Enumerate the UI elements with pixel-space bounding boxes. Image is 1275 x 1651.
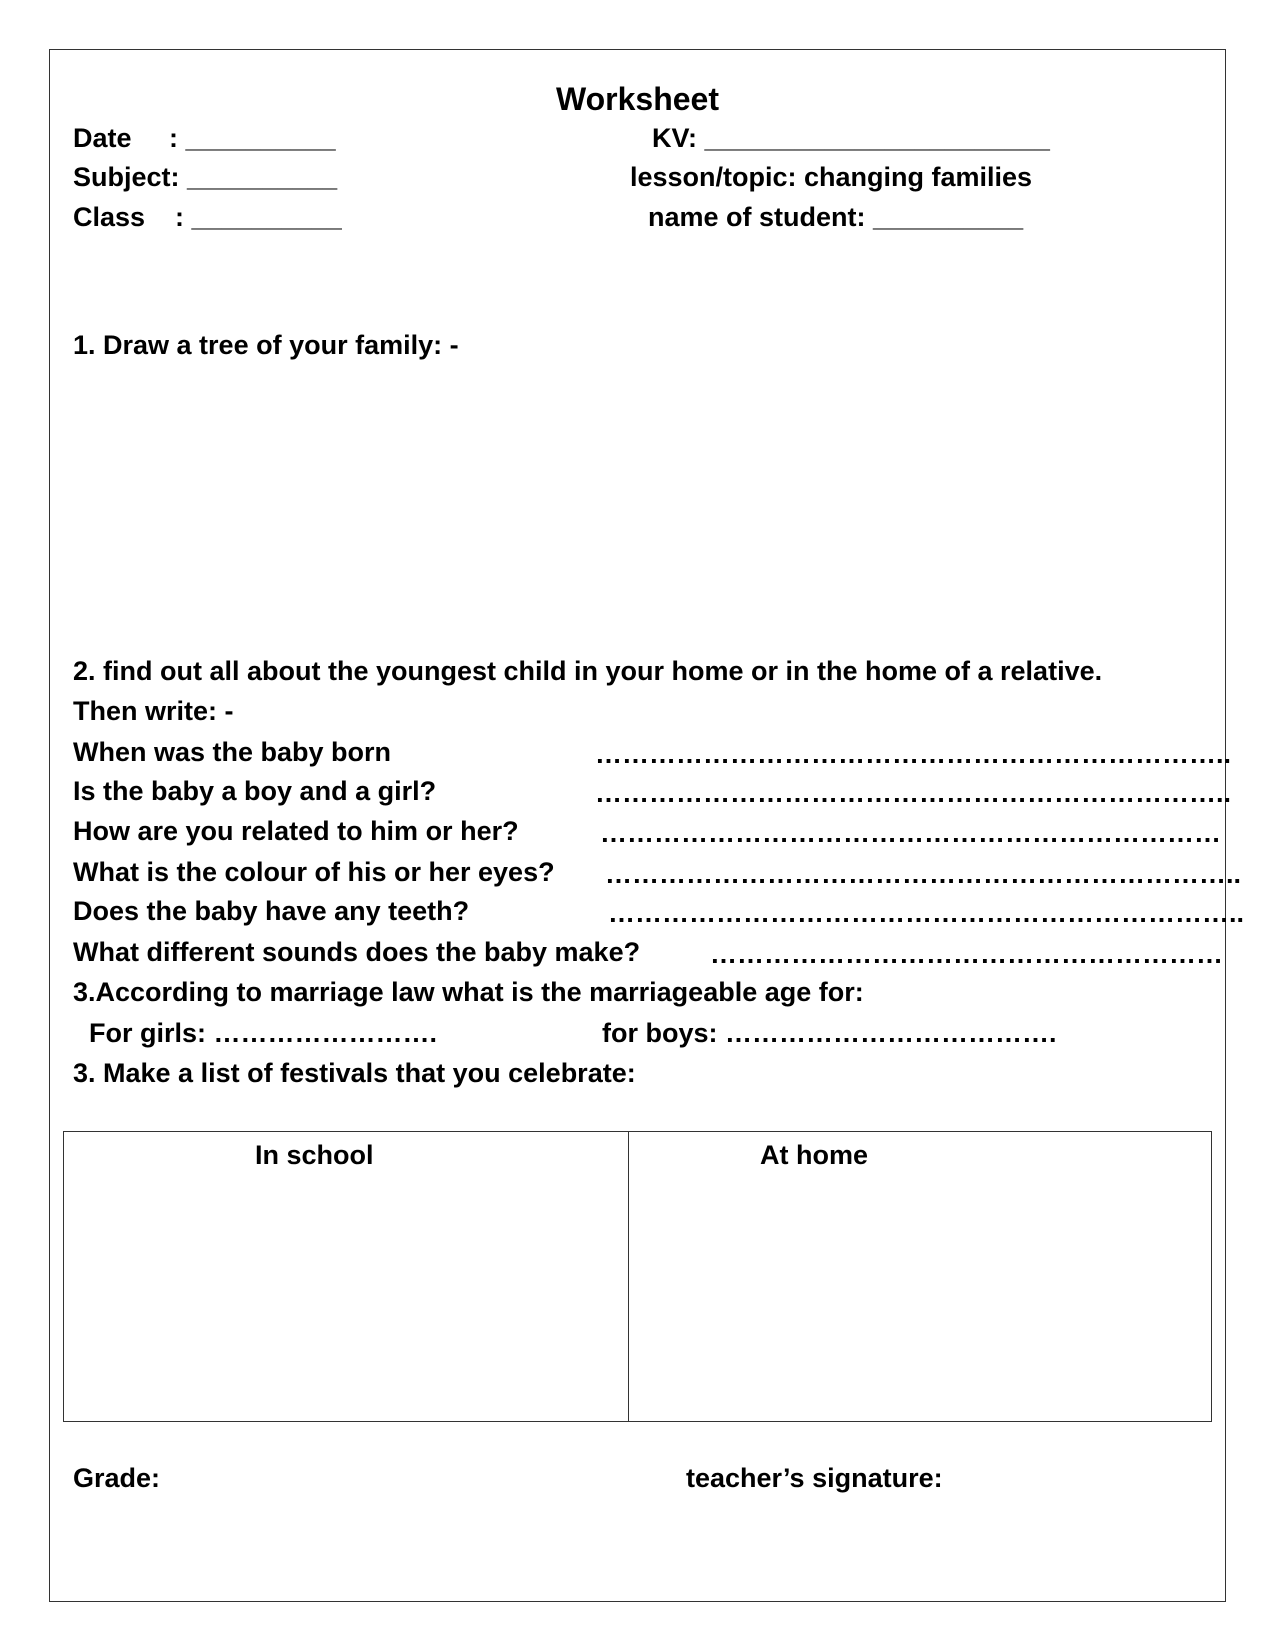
- q2-question: What is the colour of his or her eyes?: [73, 857, 555, 887]
- question-2-intro: 2. find out all about the youngest child in your home or in the home of a relative.: [73, 656, 1103, 686]
- q2-question: Does the baby have any teeth?: [73, 896, 470, 926]
- kv-field[interactable]: KV: _______________________: [652, 123, 1050, 153]
- q2-question: How are you related to him or her?: [73, 816, 519, 846]
- q2-answer-line[interactable]: ……………………………………………………………..: [595, 778, 1232, 808]
- q2-question: When was the baby born: [73, 737, 392, 767]
- worksheet-title: Worksheet: [555, 81, 719, 117]
- in-school-column[interactable]: [64, 1132, 629, 1421]
- q2-answer-line[interactable]: ……………………………………………………………..: [595, 739, 1232, 769]
- festival-table: [63, 1131, 1212, 1422]
- in-school-header: In school: [255, 1140, 374, 1170]
- at-home-column[interactable]: [629, 1132, 1211, 1421]
- boys-age-field[interactable]: for boys: ……………………………….: [602, 1018, 1057, 1048]
- class-field[interactable]: Class : __________: [73, 202, 342, 232]
- question-1: 1. Draw a tree of your family: -: [73, 330, 459, 360]
- q2-question: What different sounds does the baby make?: [73, 937, 641, 967]
- q2-answer-line[interactable]: ……………………………………………………………: [600, 818, 1221, 848]
- q2-question: Is the baby a boy and a girl?: [73, 776, 437, 806]
- student-name-field[interactable]: name of student: __________: [648, 202, 1024, 232]
- girls-age-field[interactable]: For girls: …………………….: [89, 1018, 438, 1048]
- q2-answer-line[interactable]: ……………………………………………………………..: [605, 859, 1242, 889]
- question-3-festivals: 3. Make a list of festivals that you celebrate:: [73, 1058, 636, 1088]
- date-field[interactable]: Date : __________: [73, 123, 336, 153]
- grade-label: Grade:: [73, 1463, 161, 1493]
- subject-field[interactable]: Subject: __________: [73, 162, 338, 192]
- at-home-header: At home: [760, 1140, 868, 1170]
- q2-answer-line[interactable]: …………………………………………………: [710, 939, 1223, 969]
- teacher-signature-label: teacher’s signature:: [686, 1463, 943, 1493]
- lesson-topic: lesson/topic: changing families: [630, 162, 1033, 192]
- question-2-then: Then write: -: [73, 696, 234, 726]
- question-3-marriage-age: 3.According to marriage law what is the marriageable age for:: [73, 977, 864, 1007]
- q2-answer-line[interactable]: ……………………………………………………………..: [608, 898, 1245, 928]
